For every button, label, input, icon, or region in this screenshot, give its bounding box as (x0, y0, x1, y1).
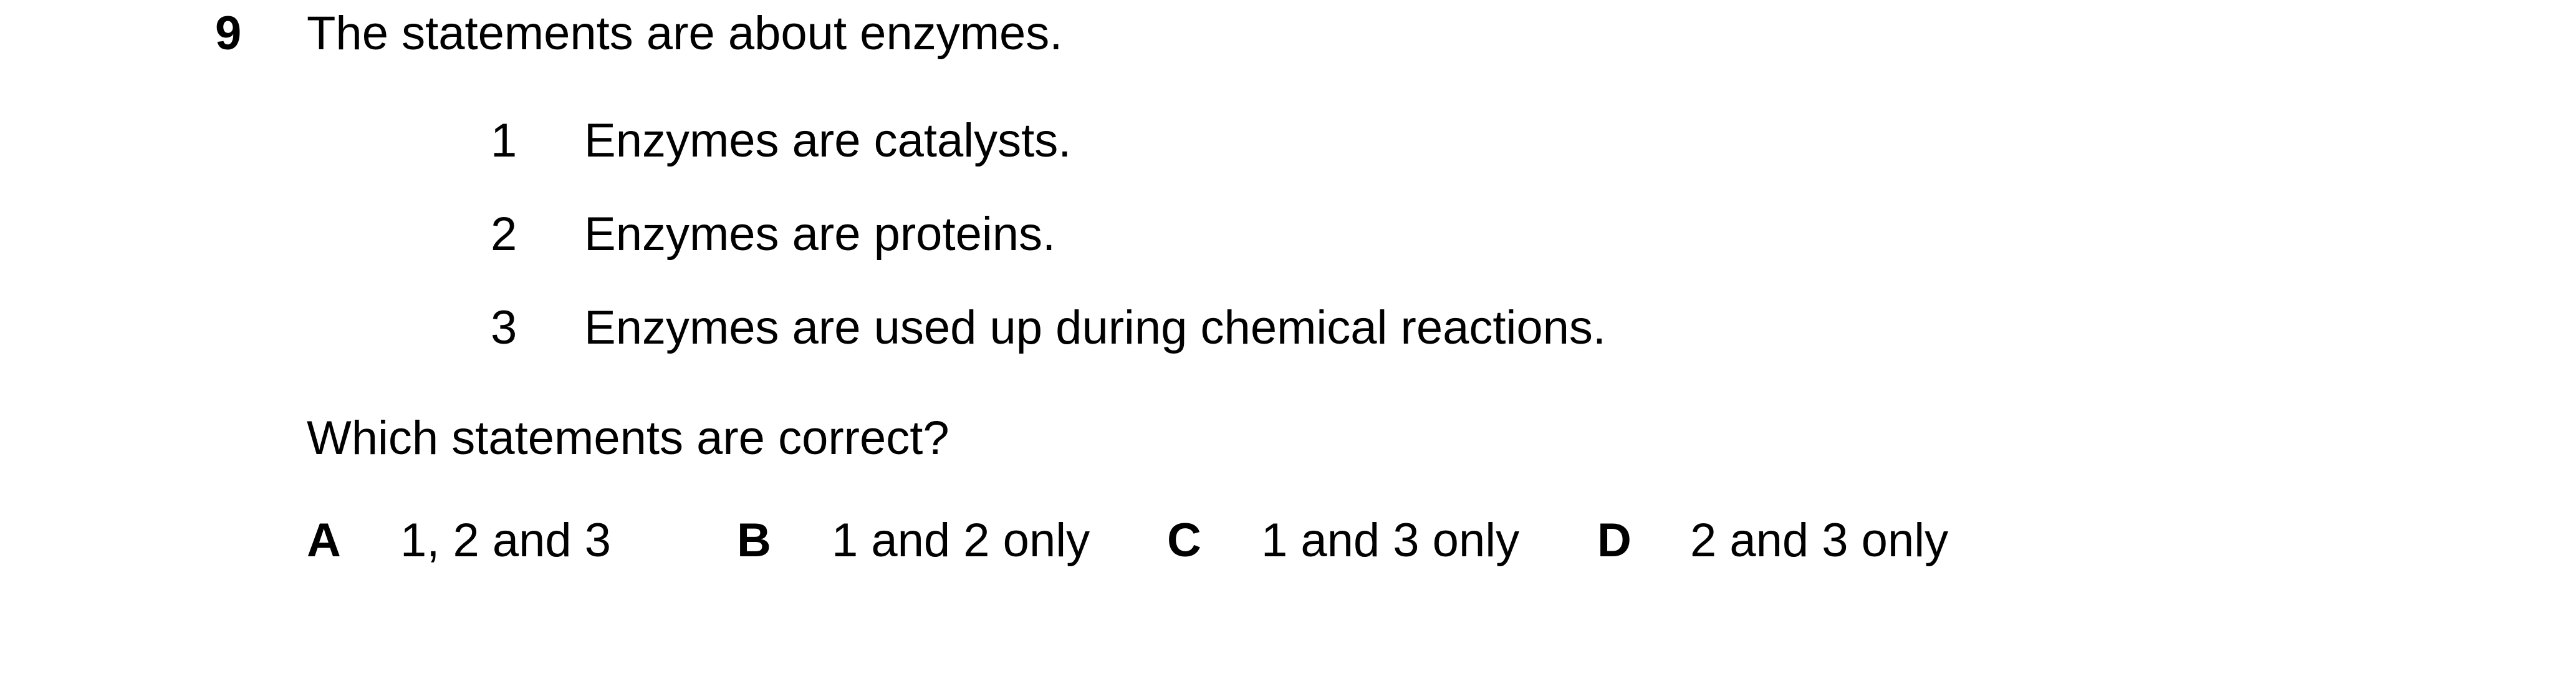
option-a-text[interactable]: 1, 2 and 3 (400, 514, 612, 567)
question-number: 9 (215, 7, 242, 60)
option-d-text[interactable]: 2 and 3 only (1690, 514, 1949, 567)
statement-number: 2 (491, 208, 517, 261)
option-c-text[interactable]: 1 and 3 only (1261, 514, 1520, 567)
option-d-letter[interactable]: D (1597, 514, 1632, 567)
statement-number: 1 (491, 114, 517, 167)
question-prompt: Which statements are correct? (307, 412, 949, 465)
option-b-text[interactable]: 1 and 2 only (832, 514, 1090, 567)
statement-number: 3 (491, 301, 517, 354)
option-c-letter[interactable]: C (1167, 514, 1201, 567)
statement-text: Enzymes are proteins. (584, 208, 1056, 261)
statement-text: Enzymes are used up during chemical reactions. (584, 301, 1607, 354)
question-stem: The statements are about enzymes. (307, 7, 1063, 60)
statement-text: Enzymes are catalysts. (584, 114, 1072, 167)
option-a-letter[interactable]: A (307, 514, 341, 567)
option-b-letter[interactable]: B (737, 514, 771, 567)
